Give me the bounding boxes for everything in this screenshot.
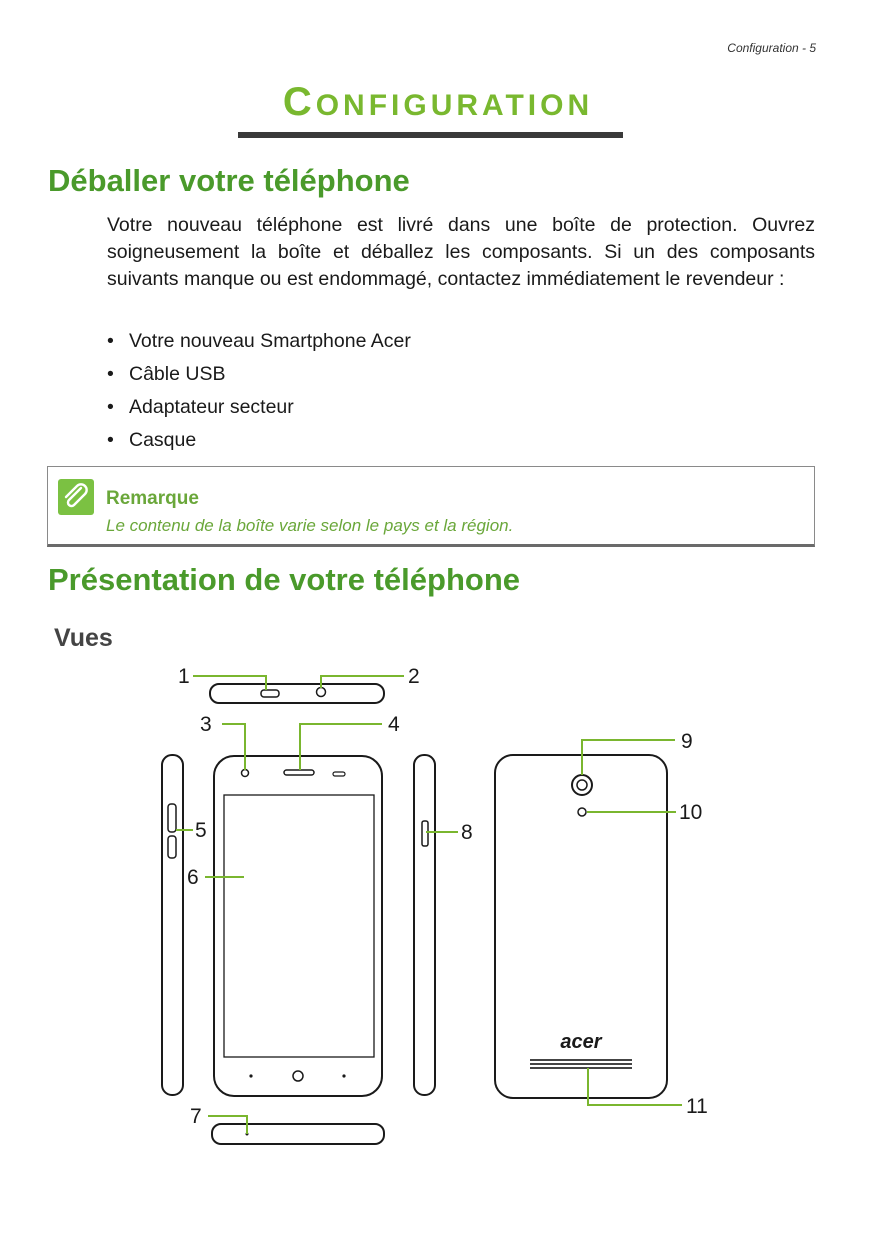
phone-front-view [214, 756, 382, 1096]
rear-camera [572, 775, 592, 795]
rear-flash [578, 808, 586, 816]
phone-top-view [210, 684, 384, 703]
callout-6: 6 [187, 866, 199, 889]
phone-screen [224, 795, 374, 1057]
chapter-title-rest: ONFIGURATION [315, 89, 594, 122]
callout-7: 7 [190, 1105, 202, 1128]
acer-logo: acer [560, 1031, 602, 1053]
callout-1: 1 [178, 665, 190, 688]
earpiece [284, 770, 314, 775]
running-header: Configuration - 5 [727, 41, 816, 55]
list-item: • Votre nouveau Smartphone Acer [107, 330, 411, 352]
list-item: • Casque [107, 429, 197, 451]
usb-port [261, 690, 279, 697]
headphone-jack [317, 688, 326, 697]
phone-right-side [414, 755, 435, 1095]
chapter-title [0, 80, 876, 125]
callout-2: 2 [408, 665, 420, 688]
note-text: Le contenu de la boîte varie selon le pays et la région. [106, 516, 514, 535]
section-heading-unboxing: Déballer votre téléphone [48, 163, 410, 198]
power-key [422, 821, 428, 846]
proximity-sensor [333, 772, 345, 776]
box-contents-list [107, 326, 411, 458]
callout-3: 3 [200, 713, 212, 736]
callout-11: 11 [686, 1095, 708, 1118]
phone-views-diagram [0, 650, 876, 1170]
callout-5: 5 [195, 819, 207, 842]
phone-left-side [162, 755, 183, 1095]
chapter-rule [238, 132, 623, 138]
list-item: • Adaptateur secteur [107, 396, 294, 418]
paperclip-icon [58, 479, 94, 515]
front-camera [242, 770, 249, 777]
phone-bottom-view [212, 1124, 384, 1144]
volume-down-key [168, 836, 176, 858]
note-title: Remarque [106, 488, 199, 509]
views-subheading: Vues [54, 624, 113, 652]
home-button [293, 1071, 303, 1081]
callout-9: 9 [681, 730, 693, 753]
note-box [47, 466, 815, 547]
volume-up-key [168, 804, 176, 832]
list-item: • Câble USB [107, 363, 226, 385]
section-heading-overview: Présentation de votre téléphone [48, 562, 520, 597]
callout-8: 8 [461, 821, 473, 844]
speaker-grille [530, 1059, 632, 1061]
callout-4: 4 [388, 713, 400, 736]
intro-paragraph: Votre nouveau téléphone est livré dans une boîte de protection. Ouvrez soigneusement la boîte et déballez les composants. Si un des composants suivants manque ou est endommagé, contactez immédiatement le revendeur : [107, 214, 815, 290]
chapter-title-initial: C [282, 80, 316, 124]
callout-10: 10 [679, 801, 703, 824]
